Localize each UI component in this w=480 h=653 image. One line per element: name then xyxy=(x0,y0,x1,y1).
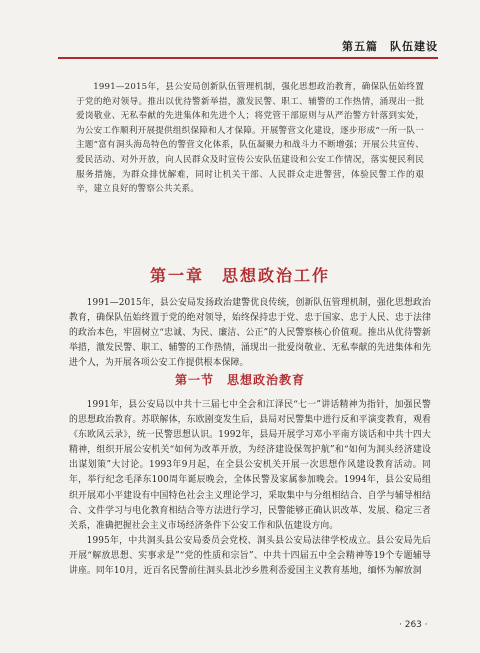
header-divider xyxy=(58,57,438,59)
chapter-title: 第一章 思想政治工作 xyxy=(149,266,330,285)
section-body xyxy=(69,398,431,579)
part-intro-paragraph: 1991—2015年，县公安局创新队伍管理机制，强化思想政治教育，确保队伍始终置于党的绝对领导。推出以优待警新举措，激发民警、职工、辅警的工作热情，涌现出一批爱岗敬业、无私奉献的先进集体和先进个人；将党管干部原则与从严治警方针落到实处，为公安工作顺利开展提供组织保障和人才保障。开展警营文化建设，逐步形成“一所一队一主题”富有洞头海岛特色的警营文化体系，队伍凝聚力和战斗力不断增强；开展公共宣传、爱民活动、对外开放，向人民群众及时宣传公安队伍建设和公安工作情况，落实便民利民服务措施，为群众排忧解难，同时让机关干部、人民群众走进警营，体验民警工作的艰辛，建立良好的警察公共关系。 xyxy=(76,82,424,195)
chapter-intro-paragraph: 1991—2015年，县公安局发扬政治建警优良传统，创新队伍管理机制，强化思想政治教育，确保队伍始终置于党的绝对领导，始终保持忠于党、忠于国家、忠于人民、忠于法律的政治本色，牢固树立“忠诚、为民、廉洁、公正”的人民警察核心价值观。推出从优待警新举措，激发民警、职工、辅警的工作热情，涌现出一批爱岗敬业、无私奉献的先进集体和先进个人，为开展各项公安工作提供根本保障。 xyxy=(69,298,431,368)
running-header xyxy=(0,36,480,56)
body-paragraph: 1995年，中共洞头县公安局委员会党校、洞头县公安局法律学校成立。县公安局先后开展“解放思想、实事求是”“党的性质和宗旨”、中共十四届五中全会精神等19个专题辅导讲座。同年10月，近百名民警前往洞头县北沙乡胜利岙爱国主义教育基地，缅怀为解放洞 xyxy=(69,535,431,577)
body-paragraph: 1991年，县公安局以中共十三届七中全会和江泽民“七一”讲话精神为指针，加强民警的思想政治教育。苏联解体，东欧剧变发生后，县局对民警集中进行反和平演变教育，观看《东欧风云录》，统一民警思想认识。1992年，县局开展学习邓小平南方谈话和中共十四大精神，组织开展公安机关“如何为改革开放，为经济建设保驾护航”和“如何为洞头经济建设出谋划策”大讨论。1993年9月起，在全县公安机关开展一次思想作风建设教育活动。同年，举行纪念毛泽东100周年诞辰晚会，全体民警及家属参加晚会。1994年，县公安局组织开展邓小平建设有中国特色社会主义理论学习，采取集中与分组相结合、自学与辅导相结合、文件学习与电化教育相结合等方法进行学习，民警能够正确认识改革、发展、稳定三者关系，准确把握社会主义市场经济条件下公安工作和队伍建设方向。 xyxy=(69,400,431,531)
page-number: · 263 · xyxy=(399,620,428,630)
section-title: 第一节 思想政治教育 xyxy=(174,373,305,387)
part-title: 第五篇 队伍建设 xyxy=(342,40,438,53)
